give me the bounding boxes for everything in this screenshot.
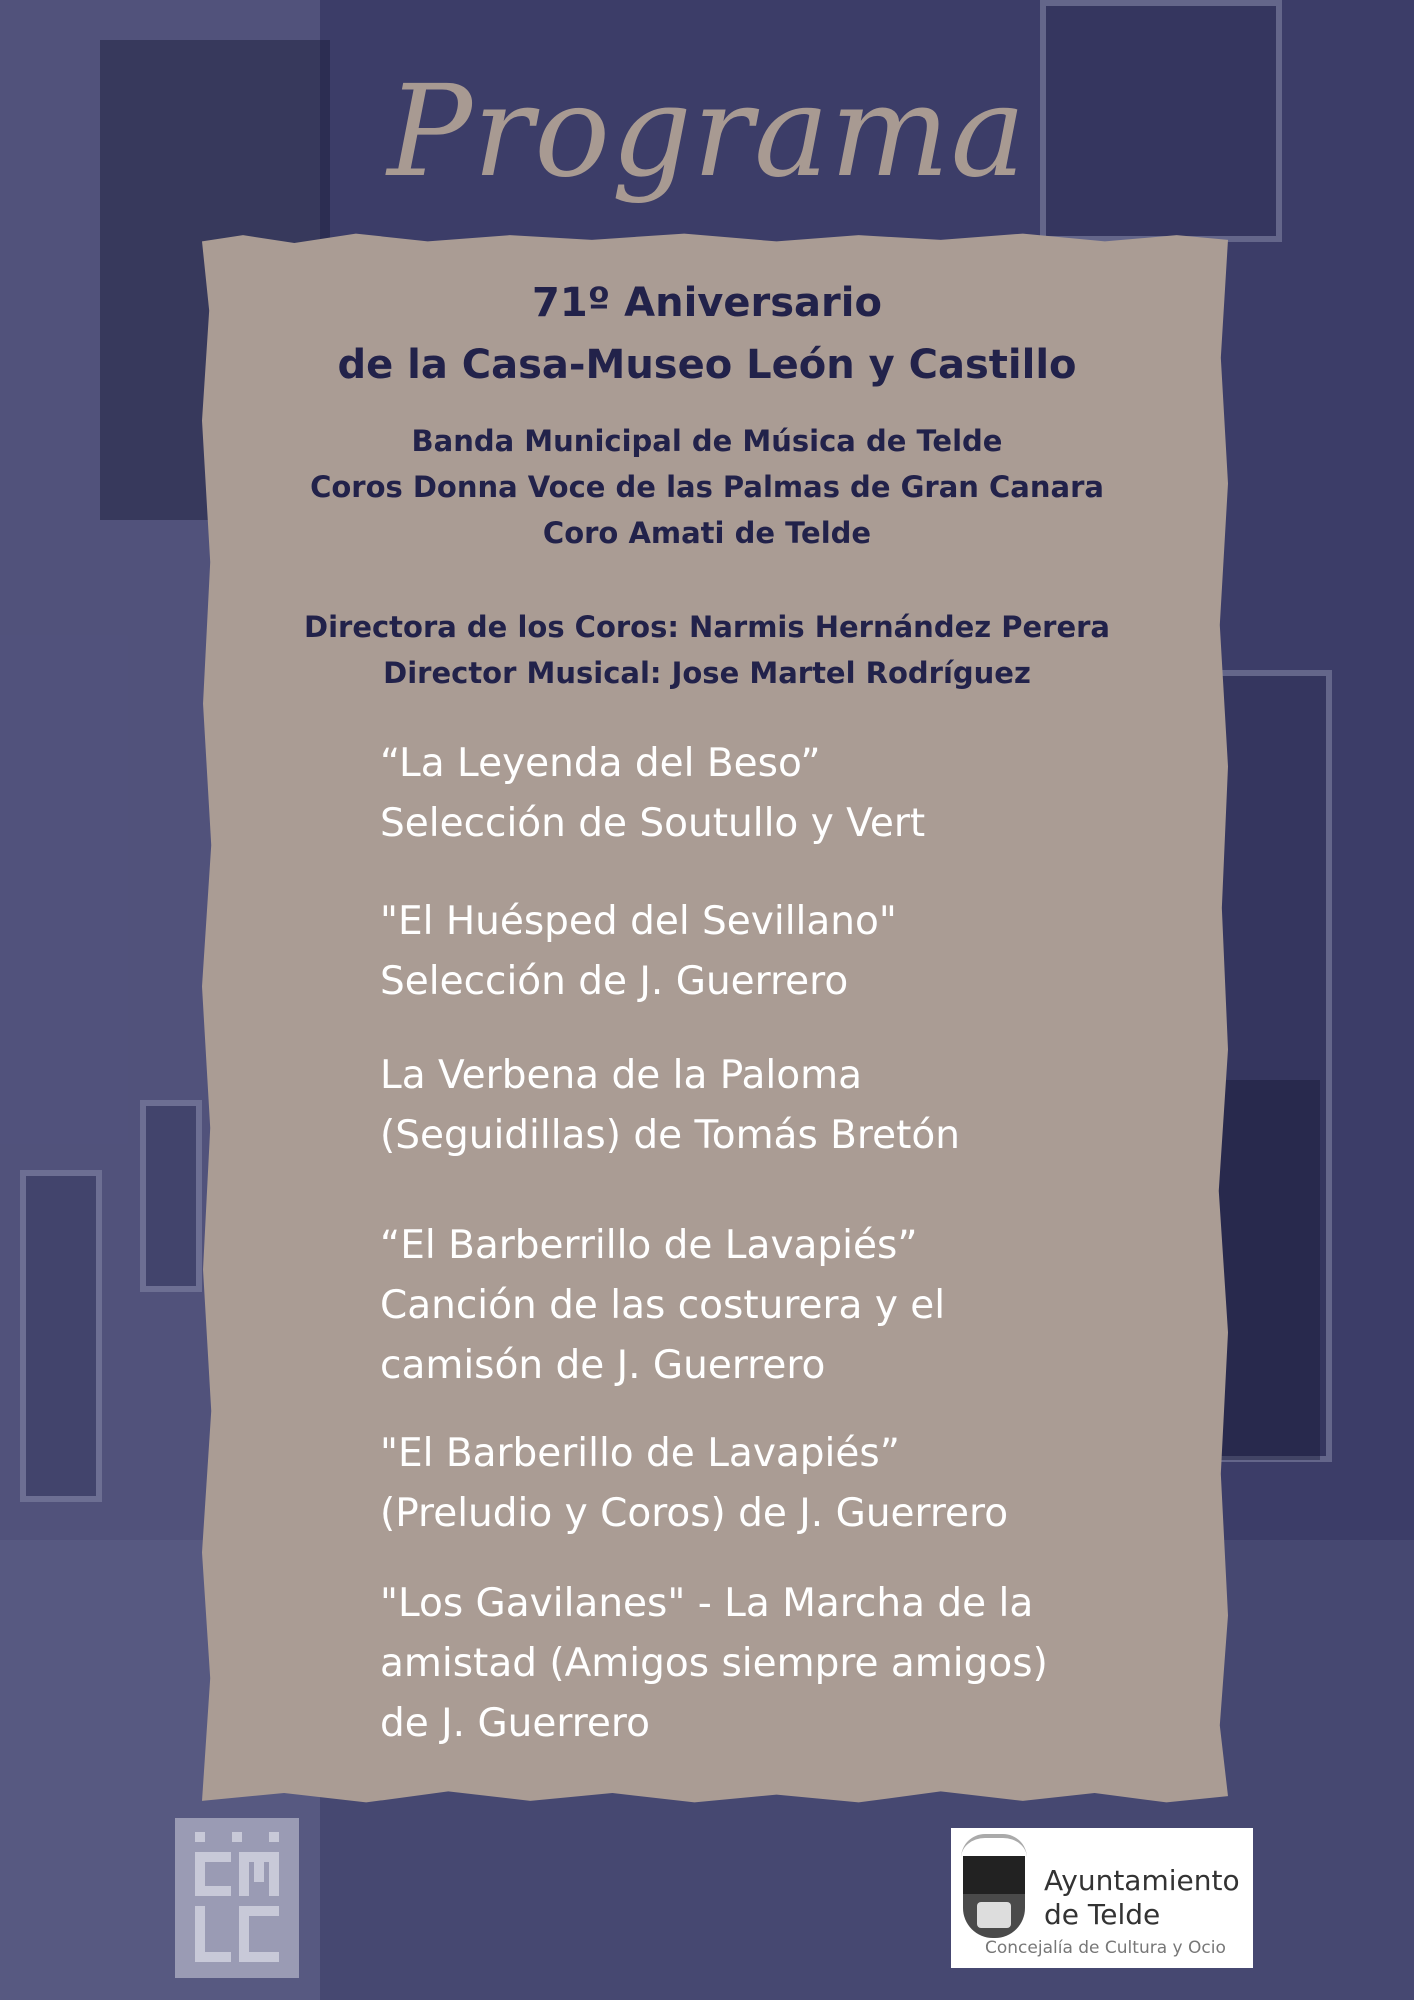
program-line: La Verbena de la Paloma <box>380 1053 862 1098</box>
program-line: camisón de J. Guerrero <box>380 1343 826 1388</box>
anniversary-line: 71º Aniversario <box>532 280 882 326</box>
ensemble-item: Coro Amati de Telde <box>542 516 872 550</box>
program-item <box>380 1046 1200 1166</box>
ensemble-item: Coros Donna Voce de las Palmas de Gran Canara <box>310 470 1104 504</box>
page-title: Programa <box>387 58 1027 205</box>
museum-line: de la Casa-Museo León y Castillo <box>337 342 1077 388</box>
cmlc-logo-icon <box>175 1818 299 1978</box>
crown-icon <box>961 1834 1027 1858</box>
ayuntamiento-name <box>1044 1864 1240 1932</box>
program-item <box>380 734 1200 854</box>
program-item <box>380 1424 1200 1544</box>
ensembles-list <box>202 418 1212 556</box>
program-line: amistad (Amigos siempre amigos) <box>380 1641 1048 1686</box>
program-line: "El Huésped del Sevillano" <box>380 899 897 944</box>
program-line: (Seguidillas) de Tomás Bretón <box>380 1113 960 1158</box>
program-item <box>380 1216 1200 1396</box>
event-heading <box>202 272 1212 396</box>
program-item <box>380 892 1200 1012</box>
cmlc-logo <box>175 1818 299 1978</box>
ayuntamiento-name-line: de Telde <box>1044 1898 1161 1931</box>
ayuntamiento-name-line: Ayuntamiento <box>1044 1864 1240 1897</box>
program-line: Canción de las costurera y el <box>380 1283 946 1328</box>
concejalia-label: Concejalía de Cultura y Ocio <box>985 1938 1226 1958</box>
program-line: "El Barberillo de Lavapiés” <box>380 1431 900 1476</box>
door-left <box>20 1170 102 1502</box>
program-line: (Preludio y Coros) de J. Guerrero <box>380 1491 1009 1536</box>
ensemble-item: Banda Municipal de Música de Telde <box>411 424 1003 458</box>
coat-of-arms-icon <box>963 1856 1025 1938</box>
program-line: Selección de J. Guerrero <box>380 959 849 1004</box>
program-item <box>380 1574 1200 1754</box>
directors-list <box>202 604 1212 696</box>
program-line: “La Leyenda del Beso” <box>380 741 821 786</box>
director-item: Directora de los Coros: Narmis Hernández Perera <box>304 610 1110 644</box>
program-line: de J. Guerrero <box>380 1701 650 1746</box>
director-item: Director Musical: Jose Martel Rodríguez <box>383 656 1031 690</box>
window-left-small <box>140 1100 202 1292</box>
program-line: "Los Gavilanes" - La Marcha de la <box>380 1581 1034 1626</box>
ayuntamiento-logo <box>951 1828 1253 1968</box>
program-line: Selección de Soutullo y Vert <box>380 801 926 846</box>
program-line: “El Barberrillo de Lavapiés” <box>380 1223 918 1268</box>
